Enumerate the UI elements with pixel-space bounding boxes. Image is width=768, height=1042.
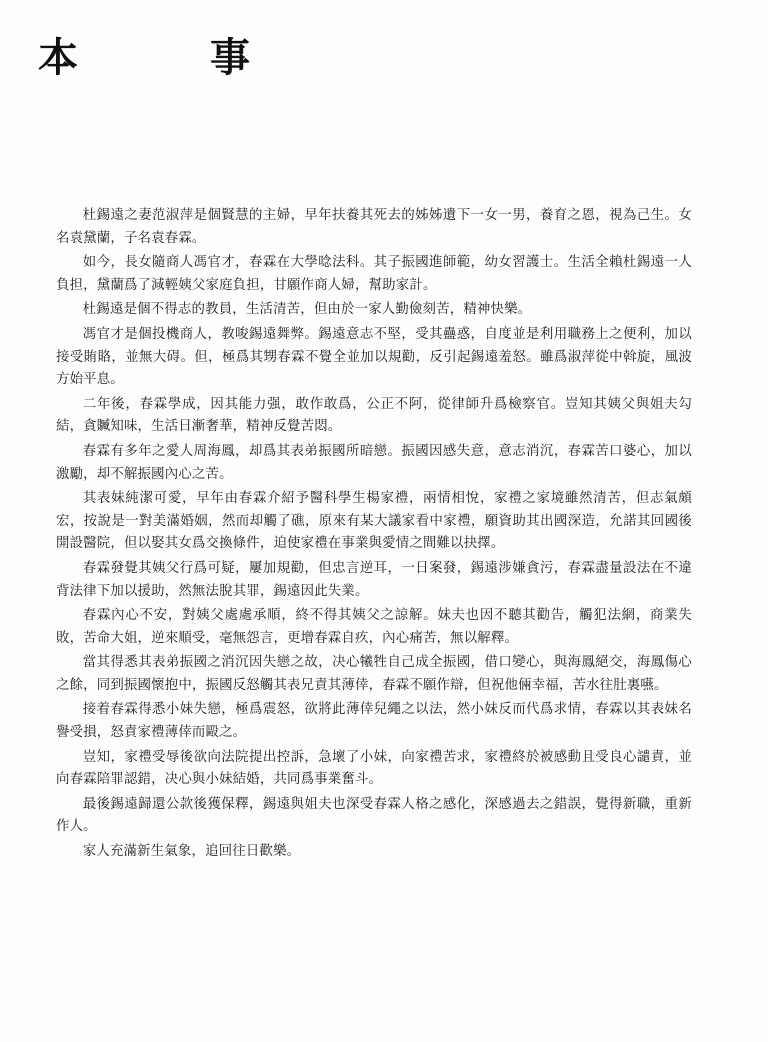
paragraph-11: 接着春霖得悉小妹失戀，極爲震怒，欲將此薄倖兒繩之以法，然小妹反而代爲求情，春霖以其表妹名譽受損，怒責家禮薄倖而毆之。: [56, 702, 692, 741]
paragraph-14: 家人充滿新生氣象，追回往日歡樂。: [82, 844, 301, 860]
paragraph-1: 杜錫遠之妻范淑萍是個賢慧的主婦，早年扶養其死去的姊姊遺下一女一男，養育之恩，視為己生。女名袁黛蘭，子名袁春霖。: [56, 208, 692, 246]
paragraph-6: 春霖有多年之愛人周海鳳，却爲其表弟振國所暗戀。振國因感失意，意志消沉，春霖苦口婆心，加以激勵，却不解振國內心之苦。: [56, 443, 692, 482]
paragraph-13: 最後錫遠歸還公款後獲保釋，錫遠與姐夫也深受春霖人格之感化，深感過去之錯誤，覺得新職，重新作人。: [56, 796, 692, 835]
paragraph-8: 春霖發覺其姨父行爲可疑，屢加規勸，但忠言逆耳，一日案發，錫遠涉嫌貪污，春霖盡量設法在不違背法律下加以援助，然無法脫其罪，錫遠因此失業。: [56, 560, 692, 599]
paragraph-3: 杜錫遠是個不得志的教員，生活清苦，但由於一家人勤儉刻苦，精神快樂。: [82, 302, 532, 318]
paragraph-10: 當其得悉其表弟振國之消沉因失戀之故，决心犧牲自己成全振國，借口變心，與海鳳絕交，海鳳傷心之餘，同到振國懷抱中，振國反怒觸其表兄責其薄倖，春霖不願作辯，但祝他倆幸福，苦水往肚裏嚥。: [56, 655, 692, 693]
paragraph-5: 二年後，春霖學成，因其能力强，敢作敢爲，公正不阿，從律師升爲檢察官。豈知其姨父與姐夫勾結，貪贓知味，生活日漸奢華，精神反覺苦悶。: [56, 396, 692, 435]
paragraph-7: 其表妹純潔可愛，早年由春霖介紹予醫科學生楊家禮，兩情相悅，家禮之家境雖然清苦，但志氣頗宏，按說是一對美滿婚姻，然而却觸了礁，原來有某大議家看中家禮，願資助其出國深造，允諾其回國後開設醫院，但以娶其女爲交換條件，迫使家禮在事業與愛情之間難以抉擇。: [56, 491, 692, 552]
paragraph-4: 馮官才是個投機商人，教唆錫遠舞弊。錫遠意志不堅，受其蠱惑，自度並是利用職務上之便利，加以接受賄賂，並無大碍。但，極爲其甥春霖不覺全並加以規勸，反引起錫遠羞怒。雖爲淑萍從中斡旋，風波方始平息。: [56, 326, 692, 388]
paragraph-12: 豈知，家禮受辱後欲向法院提出控訴，急壞了小妹，向家禮苦求，家禮終於被感動且受良心譴責，並向春霖陪罪認錯，决心與小妹結婚，共同爲事業奮斗。: [56, 749, 692, 788]
synopsis-body: [56, 205, 692, 866]
page-title: 本 事: [38, 34, 296, 81]
paragraph-9: 春霖內心不安，對姨父處處承順，終不得其姨父之諒解。妹夫也因不聽其勸告，觸犯法網，商業失敗，苦命大姐，逆來順受，毫無怨言，更增春霖自疚，內心痛苦，無以解釋。: [56, 608, 692, 646]
paragraph-2: 如今，長女隨商人馮官才，春霖在大學唸法科。其子振國進師範，幼女習護士。生活全賴杜錫遠一人負担，黛蘭爲了減輕姨父家庭負担，甘願作商人婦，幫助家計。: [56, 255, 692, 293]
